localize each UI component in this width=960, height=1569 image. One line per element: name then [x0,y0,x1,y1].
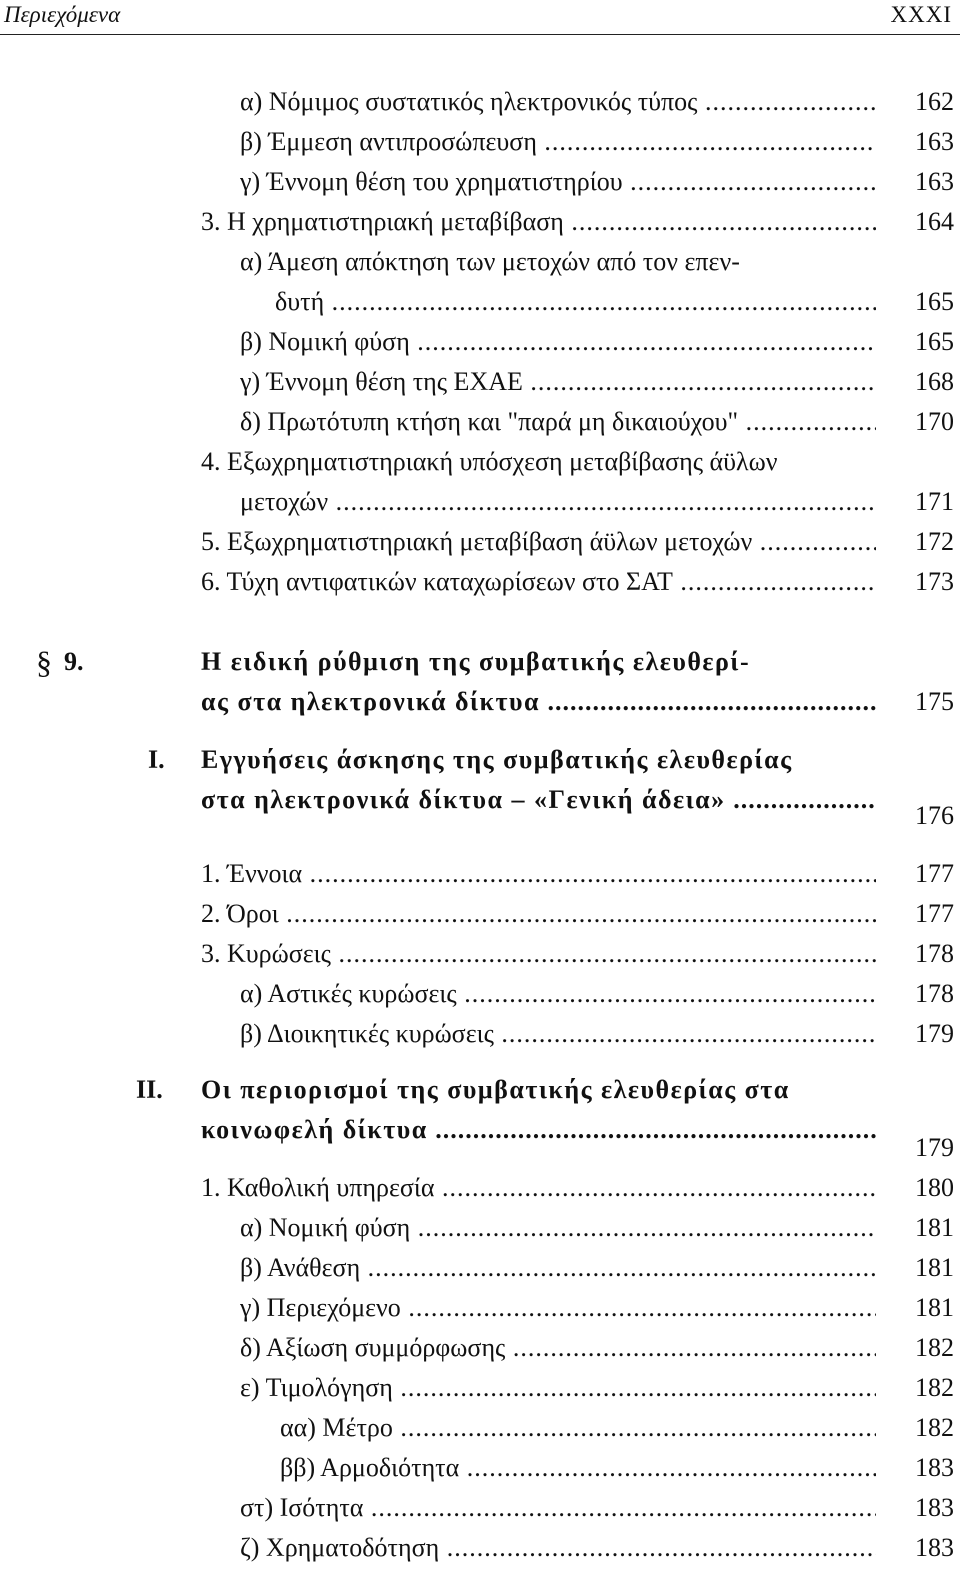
toc-entry: α) Νομική φύση ..... 181 [0,1208,960,1248]
toc-page: 175 [915,687,954,716]
toc-entry: 3. Κυρώσεις ..... 178 [0,934,960,974]
toc-page: 162 [915,87,954,116]
toc-entry: δ) Αξίωση συμμόρφωσης ..... 182 [0,1328,960,1368]
toc-page: 170 [915,407,954,436]
toc-entry: 3. Η χρηματιστηριακή μεταβίβαση ..... 164 [0,202,960,242]
section-sign: § [36,644,52,680]
toc-page: 179 [915,1133,954,1162]
toc-entry: α) Αστικές κυρώσεις ..... 178 [0,974,960,1014]
toc-entry: β) Διοικητικές κυρώσεις ..... 179 [0,1014,960,1054]
toc-entry: δυτή ..... 165 [0,282,960,322]
toc-page: 168 [915,367,954,396]
toc-page: 182 [915,1333,954,1362]
toc-entry: ζ) Χρηματοδότηση ..... 183 [0,1528,960,1568]
subsection-marker: Ι. [148,745,165,774]
toc-page: 180 [915,1173,954,1202]
toc-page: 164 [915,207,954,236]
toc-entry: αα) Μέτρο ..... 182 [0,1408,960,1448]
toc-page: 178 [915,979,954,1008]
toc-entry: 4. Εξωχρηματιστηριακή υπόσχεση μεταβίβασης άϋλων [201,447,778,476]
toc-page: 177 [915,859,954,888]
toc-entry: στ) Ισότητα ..... 183 [0,1488,960,1528]
toc-entry: α) Νόμιμος συστατικός ηλεκτρονικός τύπος ..... 162 [0,82,960,122]
toc-page: 163 [915,167,954,196]
toc-page: 177 [915,899,954,928]
subsection-heading: Οι περιορισμοί της συμβατικής ελευθερίας στα [201,1075,790,1104]
toc-page: 172 [915,527,954,556]
toc-entry: ββ) Αρμοδιότητα ..... 183 [0,1448,960,1488]
toc-entry: β) Ανάθεση ..... 181 [0,1248,960,1288]
page-header [0,0,960,35]
toc-page: 179 [915,1019,954,1048]
section-heading: ας στα ηλεκτρονικά δίκτυα ..... 175 [0,682,960,722]
subsection-heading: κοινωφελή δίκτυα ..... 179 [0,1110,960,1150]
toc-page: 183 [915,1493,954,1522]
section-number: 9. [64,647,84,676]
toc-entry: β) Νομική φύση ..... 165 [0,322,960,362]
toc-page: 171 [915,487,954,516]
toc-entry: 6. Τύχη αντιφατικών καταχωρίσεων στο ΣΑΤ ..... 173 [0,562,960,602]
toc-page: 173 [915,567,954,596]
toc-entry: γ) Περιεχόμενο ..... 181 [0,1288,960,1328]
toc-page: 181 [915,1253,954,1282]
page-number-roman: XXXI [890,2,952,27]
toc-entry: 1. Καθολική υπηρεσία ..... 180 [0,1168,960,1208]
toc-entry: δ) Πρωτότυπη κτήση και "παρά μη δικαιούχου" ..... 170 [0,402,960,442]
toc-page: 183 [915,1453,954,1482]
toc-page: 165 [915,327,954,356]
toc-entry: β) Έμμεση αντιπροσώπευση ..... 163 [0,122,960,162]
toc-page: 181 [915,1293,954,1322]
toc-page: 182 [915,1413,954,1442]
toc-entry: ε) Τιμολόγηση ..... 182 [0,1368,960,1408]
toc-page: 178 [915,939,954,968]
toc-page: 165 [915,287,954,316]
toc-page: 183 [915,1533,954,1562]
toc-entry: 5. Εξωχρηματιστηριακή μεταβίβαση άϋλων μετοχών ..... 172 [0,522,960,562]
subsection-heading: Εγγυήσεις άσκησης της συμβατικής ελευθερίας [201,745,793,774]
toc-entry: γ) Έννομη θέση της ΕΧΑΕ ..... 168 [0,362,960,402]
toc-entry: μετοχών ..... 171 [0,482,960,522]
toc-page: 181 [915,1213,954,1242]
section-heading: Η ειδική ρύθμιση της συμβατικής ελευθερί- [201,647,751,676]
running-title: Περιεχόμενα [4,2,121,27]
toc-page: 163 [915,127,954,156]
toc-entry: 1. Έννοια ..... 177 [0,854,960,894]
toc-entry: α) Άμεση απόκτηση των μετοχών από τον επεν- [240,247,740,276]
toc-entry: 2. Όροι ..... 177 [0,894,960,934]
subsection-heading: στα ηλεκτρονικά δίκτυα – «Γενική άδεια» ..... 176 [0,780,960,820]
toc-page: 182 [915,1373,954,1402]
toc-page: 176 [915,801,954,830]
toc-entry: γ) Έννομη θέση του χρηματιστηρίου ..... 163 [0,162,960,202]
subsection-marker: ΙΙ. [136,1075,163,1104]
